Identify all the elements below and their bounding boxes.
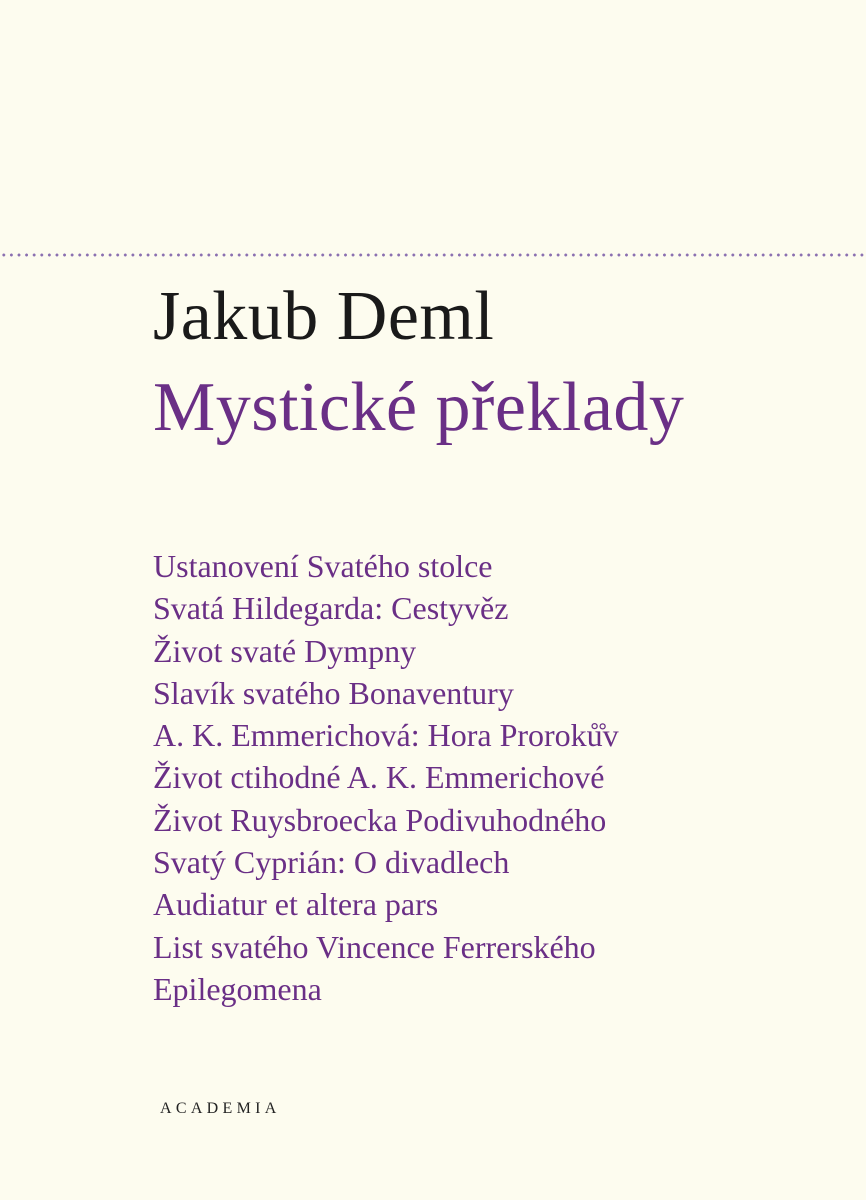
contents-item: Ustanovení Svatého stolce bbox=[153, 548, 493, 584]
author-name: Jakub Deml bbox=[153, 278, 495, 355]
publisher-name: ACADEMIA bbox=[160, 1100, 281, 1117]
contents-item: Život ctihodné A. K. Emmerichové bbox=[153, 759, 605, 796]
contents-item: Audiatur et altera pars bbox=[153, 886, 439, 923]
dotted-divider bbox=[0, 253, 866, 257]
contents-item: Slavík svatého Bonaventury bbox=[153, 674, 514, 711]
contents-item: Život svaté Dympny bbox=[153, 632, 417, 669]
contents-item: Život Ruysbroecka Podivuhodného bbox=[153, 801, 607, 838]
contents-item: A. K. Emmerichová: Hora Proroků̊v bbox=[153, 717, 619, 754]
book-title: Mystické překlady bbox=[153, 369, 685, 446]
contents-item: Svatý Cyprián: O divadlech bbox=[153, 844, 510, 881]
contents-item: List svatého Vincence Ferrerského bbox=[153, 928, 596, 965]
contents-item: Svatá Hildegarda: Cestyvěz bbox=[153, 590, 509, 627]
contents-list bbox=[153, 545, 619, 1010]
contents-item: Epilegomena bbox=[153, 970, 322, 1007]
